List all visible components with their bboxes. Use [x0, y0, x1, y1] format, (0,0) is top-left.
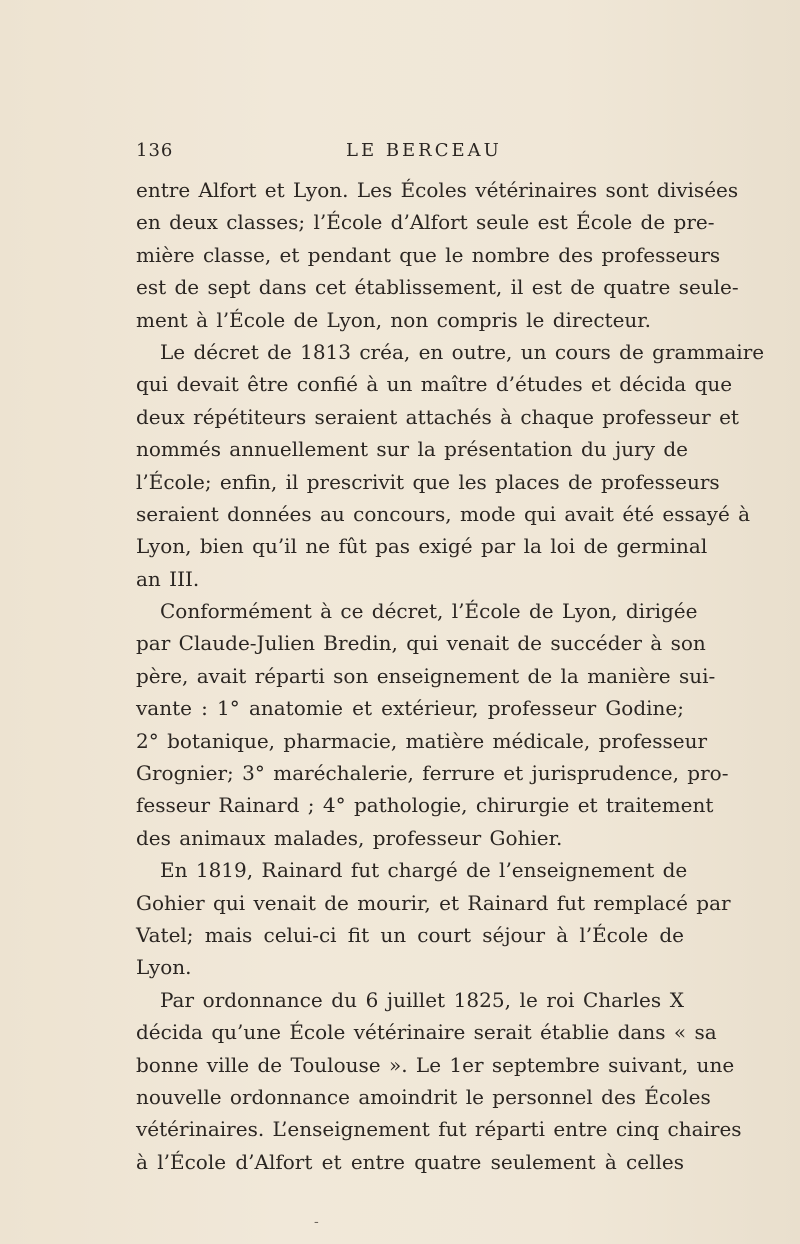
text-line: Le décret de 1813 créa, en outre, un cours de grammaire [160, 339, 765, 364]
text-line: Grognier; 3° maréchalerie, ferrure et jurisprudence, pro- [136, 761, 729, 786]
footer-mark: - [314, 1214, 319, 1230]
text-line: 2° botanique, pharmacie, matière médicale, professeur [136, 728, 708, 753]
running-title: LE BERCEAU [346, 140, 502, 161]
text-line: père, avait réparti son enseignement de la manière sui- [136, 663, 716, 688]
text-line: est de sept dans cet établissement, il est de quatre seule- [136, 275, 739, 300]
text-line: nommés annuellement sur la présentation du jury de [136, 437, 688, 462]
text-line: seraient données au concours, mode qui avait été essayé à [136, 501, 751, 526]
text-line: des animaux malades, professeur Gohier. [136, 825, 563, 850]
text-line: entre Alfort et Lyon. Les Écoles vétérinaires sont divisées [136, 178, 739, 202]
text-line: Par ordonnance du 6 juillet 1825, le roi Charles X [160, 987, 684, 1012]
text-line: décida qu’une École vétérinaire serait établie dans « sa [136, 1020, 717, 1045]
text-line: bonne ville de Toulouse ». Le 1er septembre suivant, une [136, 1052, 735, 1077]
text-line: vétérinaires. L’enseignement fut réparti entre cinq chaires [136, 1117, 742, 1142]
text-line: Conformément à ce décret, l’École de Lyon, dirigée [160, 599, 698, 624]
text-line: an III. [136, 566, 200, 591]
text-line: nouvelle ordonnance amoindrit le personnel des Écoles [136, 1084, 711, 1109]
text-line: ment à l’École de Lyon, non compris le directeur. [136, 307, 652, 332]
body-text [136, 174, 765, 1178]
text-line: à l’École d’Alfort et entre quatre seulement à celles [136, 1149, 684, 1174]
text-line: fesseur Rainard ; 4° pathologie, chirurgie et traitement [136, 793, 714, 818]
text-line: Lyon, bien qu’il ne fût pas exigé par la loi de germinal [136, 534, 708, 559]
text-line: Lyon. [136, 955, 192, 980]
text-line: mière classe, et pendant que le nombre des professeurs [136, 242, 721, 267]
text-line: deux répétiteurs seraient attachés à chaque professeur et [136, 404, 739, 429]
text-line: En 1819, Rainard fut chargé de l’enseignement de [160, 858, 688, 883]
page-header [136, 140, 684, 168]
text-line: par Claude-Julien Bredin, qui venait de succéder à son [136, 631, 706, 656]
text-line: qui devait être confié à un maître d’études et décida que [136, 372, 733, 397]
text-line: en deux classes; l’École d’Alfort seule est École de pre- [136, 210, 715, 235]
page-number: 136 [136, 140, 174, 161]
text-line: vante : 1° anatomie et extérieur, professeur Godine; [136, 696, 684, 721]
text-line: Gohier qui venait de mourir, et Rainard fut remplacé par [136, 890, 731, 915]
text-line: Vatel; mais celui-ci fit un court séjour à l’École de [136, 922, 684, 947]
text-line: l’École; enfin, il prescrivit que les places de professeurs [136, 469, 720, 494]
